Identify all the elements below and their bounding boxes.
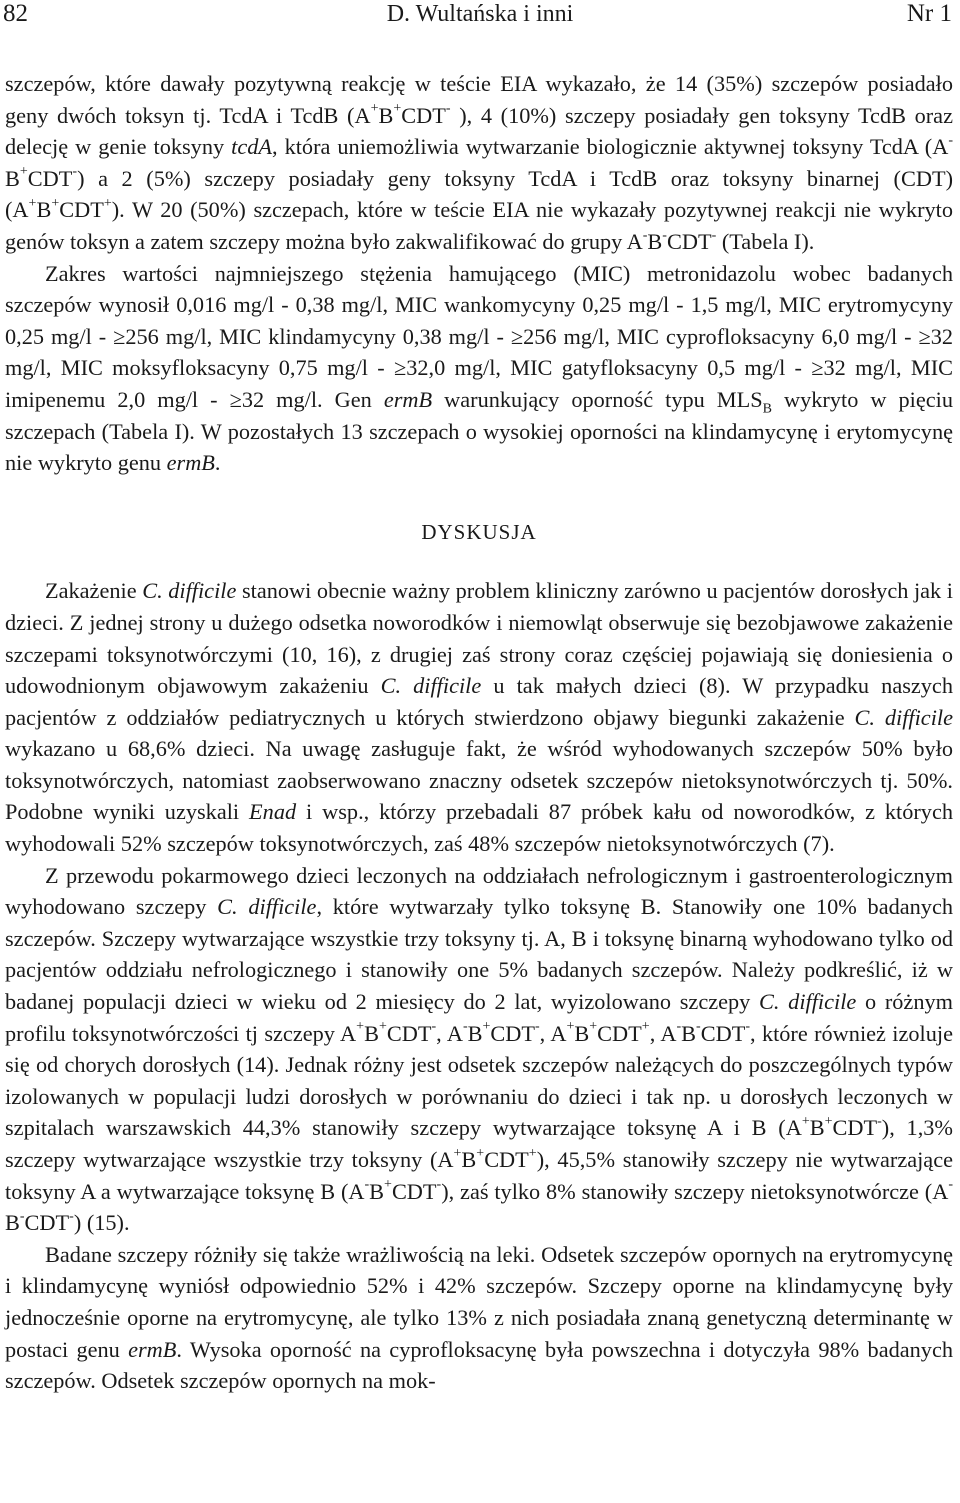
results-paragraph-toxins: szczepów, które dawały pozytywną reakcję w teście EIA wykazało, że 14 (35%) szczepów posiadało geny dwóch toksyn tj. TcdA i TcdB (A+B+CDT- ), 4 (10%) szczepy posiadały gen toksyny TcdB oraz delecję w genie toksyny tcdA, która uniemożliwia wytwarzanie biologicznie aktywnej toksyny TcdA (A-B+CDT-) a 2 (5%) szczepy posiadały geny toksyny TcdA i TcdB oraz toksyny binarnej (CDT) (A+B+CDT+). W 20 (50%) szczepach, które w teście EIA nie wykazały pozytywnej reakcji nie wykryto genów toksyn a zatem szczepy można było zakwalifikować do grupy A-B-CDT- (Tabela I). xyxy=(5,71,954,254)
running-header xyxy=(0,0,960,30)
gene-name: tcdA xyxy=(231,134,273,160)
issue-number: Nr 1 xyxy=(906,0,952,27)
species-name: C. difficile xyxy=(854,704,953,730)
gene-name: ermB xyxy=(166,450,215,476)
article-body xyxy=(5,68,953,1397)
species-name: C. difficile xyxy=(142,578,237,604)
running-author: D. Wultańska i inni xyxy=(386,1,574,27)
species-name: C. difficile xyxy=(759,989,857,1015)
discussion-paragraph-2: Z przewodu pokarmowego dzieci leczonych na oddziałach nefrologicznym i gastroenterologicznym wyhodowano szczepy C. difficile, które wytwarzały tylko toksynę B. Stanowiły one 10% badanych szczepów. Szczepy wytwarzające wszystkie trzy toksyny tj. A, B i toksynę binarną wyhodowano tylko od pacjentów oddziału nefrologicznego i stanowiły one 5% badanych szczepów. Należy podkreślić, iż w badanej populacji dzieci w wieku od 2 miesięcy do 2 lat, wyizolowano szczepy C. difficile o różnym profilu toksynotwórczości tj szczepy A+B+CDT-, A-B+CDT-, A+B+CDT+, A-B-CDT-, które również izoluje się od chorych dorosłych (14). Jednak różny jest odsetek szczepów należących do poszczególnych typów izolowanych w populacji ludzi dorosłych w porównaniu do dzieci i tak np. u dorosłych leczonych w szpitalach warszawskich 44,3% stanowiły szczepy wytwarzające toksynę A i B (A+B+CDT-), 1,3% szczepy wytwarzające wszystkie trzy toksyny (A+B+CDT+), 45,5% stanowiły szczepy nie wytwarzające toksyny A a wytwarzające toksynę B (A-B+CDT-), zaś tylko 8% stanowiły szczepy nietoksynotwórcze (A-B-CDT-) (15). xyxy=(5,862,953,1236)
page-number: 82 xyxy=(3,0,28,27)
discussion-paragraph-1: Zakażenie C. difficile stanowi obecnie ważny problem kliniczny zarówno u pacjentów dorosłych jak i dzieci. Z jednej strony u dużego odsetka noworodków i niemowląt obserwuje się bezobjawowe zakażenie szczepami toksynotwórczymi (10, 16), z drugiej zaś strony coraz częściej pojawiają się doniesienia o udowodnionym objawowym zakażeniu C. difficile u tak małych dzieci (8). W przypadku naszych pacjentów z oddziałów pediatrycznych u których stwierdzono objawy biegunki zakażenie C. difficile wykazano u 68,6% dzieci. Na uwagę zasługuje fakt, że wśród wyhodowanych szczepów 50% było toksynotwórczych, natomiast zaobserwowano znaczny odsetek szczepów nietoksynotwórczych tj. 50%. Podobne wyniki uzyskali Enad i wsp., którzy przebadali 87 próbek kału od noworodków, z których wyhodowali 52% szczepów toksynotwórczych, zaś 48% szczepów nietoksynotwórczych (7). xyxy=(5,578,953,857)
species-name: C. difficile xyxy=(380,673,482,699)
gene-name: ermB xyxy=(383,386,433,412)
discussion-paragraph-3: Badane szczepy różniły się także wrażliwością na leki. Odsetek szczepów opornych na erytromycynę i klindamycynę wyniósł odpowiednio 52% i 42% szczepów. Szczepy oporne na klindamycynę były jednocześnie oporne na erytromycynę, ale tylko 13% z nich posiadała znaną genetyczną determinantę w postaci genu ermB. Wysoka oporność na cyprofloksacynę była powszechna i dotyczyła 98% badanych szczepów. Odsetek szczepów opornych na mok- xyxy=(5,1241,953,1394)
species-name: C. difficile xyxy=(217,894,317,920)
author-name: Enad xyxy=(249,799,297,825)
results-paragraph-mic: Zakres wartości najmniejszego stężenia hamującego (MIC) metronidazolu wobec badanych szczepów wynosił 0,016 mg/l - 0,38 mg/l, MIC wankomycyny 0,25 mg/l - 1,5 mg/l, MIC erytromycyny 0,25 mg/l - ≥256 mg/l, MIC klindamycyny 0,38 mg/l - ≥256 mg/l, MIC cyprofloksacyny 6,0 mg/l - ≥32 mg/l, MIC moksyfloksacyny 0,75 mg/l - ≥32,0 mg/l, MIC gatyfloksacyny 0,5 mg/l - ≥32 mg/l, MIC imipenemu 2,0 mg/l - ≥32 mg/l. Gen ermB warunkujący oporność typu $MLS_B$ wykryto w pięciu szczepach (Tabela I). W pozostałych 13 szczepach o wysokiej oporności na klindamycynę i erytomycynę nie wykryto genu ermB. xyxy=(5,260,953,476)
gene-name: ermB xyxy=(128,1336,177,1362)
section-heading: DYSKUSJA xyxy=(421,519,537,544)
